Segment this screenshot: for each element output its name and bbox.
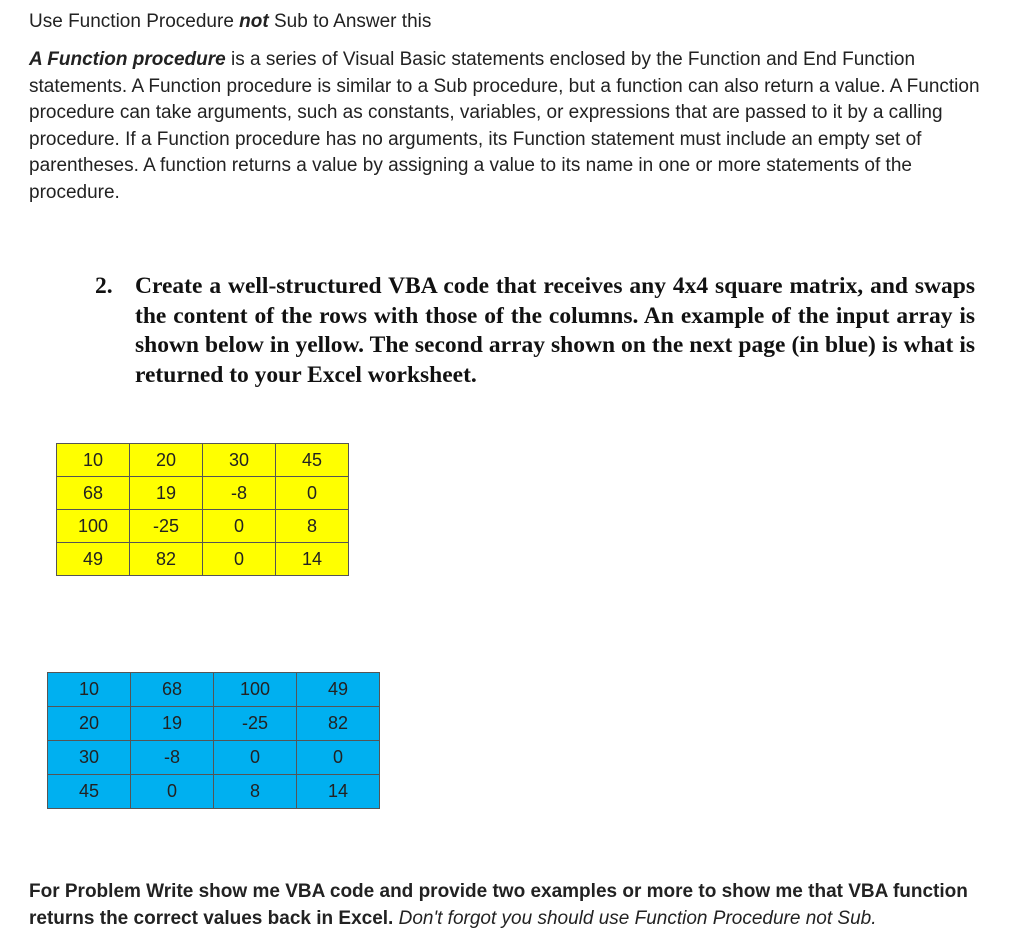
matrix-cell: 49 — [57, 543, 130, 576]
matrix-cell: 10 — [48, 673, 131, 707]
question-text: Create a well-structured VBA code that receives any 4x4 square matrix, and swaps the content of the rows with those of the columns. An example of the input array is shown below in yellow. The second array shown on the next page (in blue) is what is returned to your Excel worksheet. — [135, 273, 975, 388]
matrix-cell: 19 — [131, 707, 214, 741]
matrix-cell: 14 — [297, 775, 380, 809]
matrix-cell: 68 — [57, 477, 130, 510]
matrix-cell: 8 — [214, 775, 297, 809]
instruction-header — [29, 11, 431, 33]
matrix-cell: 45 — [48, 775, 131, 809]
table-row — [48, 673, 380, 707]
matrix-cell: 0 — [131, 775, 214, 809]
header-prefix: Use Function Procedure — [29, 11, 240, 32]
matrix-cell: 0 — [214, 741, 297, 775]
definition-term: A Function procedure — [29, 49, 226, 70]
function-definition-paragraph — [29, 47, 1004, 206]
matrix-cell: 14 — [276, 543, 349, 576]
table-row — [57, 510, 349, 543]
matrix-cell: 45 — [276, 444, 349, 477]
matrix-cell: 82 — [297, 707, 380, 741]
table-row — [57, 444, 349, 477]
matrix-cell: 100 — [214, 673, 297, 707]
matrix-cell: 82 — [130, 543, 203, 576]
matrix-cell: 0 — [297, 741, 380, 775]
matrix-cell: 30 — [203, 444, 276, 477]
output-matrix-table — [47, 672, 380, 809]
matrix-cell: 0 — [276, 477, 349, 510]
header-emphasis: not — [239, 11, 269, 32]
matrix-cell: -25 — [214, 707, 297, 741]
footer-italic-note: Don't forgot you should use Function Procedure not Sub. — [393, 908, 877, 929]
question-block — [95, 272, 975, 390]
matrix-cell: 30 — [48, 741, 131, 775]
matrix-cell: 0 — [203, 543, 276, 576]
question-number: 2. — [95, 273, 113, 299]
matrix-cell: 100 — [57, 510, 130, 543]
matrix-cell: -25 — [130, 510, 203, 543]
matrix-cell: 49 — [297, 673, 380, 707]
table-row — [48, 741, 380, 775]
table-row — [48, 775, 380, 809]
problem-instructions — [29, 878, 1009, 932]
input-matrix-table — [56, 443, 349, 576]
header-suffix: Sub to Answer this — [268, 11, 432, 32]
matrix-cell: 8 — [276, 510, 349, 543]
table-row — [48, 707, 380, 741]
matrix-cell: 20 — [48, 707, 131, 741]
matrix-cell: 20 — [130, 444, 203, 477]
matrix-cell: 10 — [57, 444, 130, 477]
matrix-cell: -8 — [203, 477, 276, 510]
matrix-cell: 19 — [130, 477, 203, 510]
definition-text: is a series of Visual Basic statements enclosed by the Function and End Function statements. A Function procedure is similar to a Sub procedure, but a function can also return a value. A Function procedure can take arguments, such as constants, variables, or expressions that are passed to it by a calling procedure. If a Function procedure has no arguments, its Function statement must include an empty set of parentheses. A function returns a value by assigning a value to its name in one or more statements of the procedure. — [29, 49, 980, 203]
matrix-cell: 68 — [131, 673, 214, 707]
table-row — [57, 543, 349, 576]
footer-bold-text: For Problem Write show me VBA code and provide two examples or more to show me that VBA function returns the correct values back in Excel. — [29, 881, 968, 929]
matrix-cell: 0 — [203, 510, 276, 543]
table-row — [57, 477, 349, 510]
matrix-cell: -8 — [131, 741, 214, 775]
